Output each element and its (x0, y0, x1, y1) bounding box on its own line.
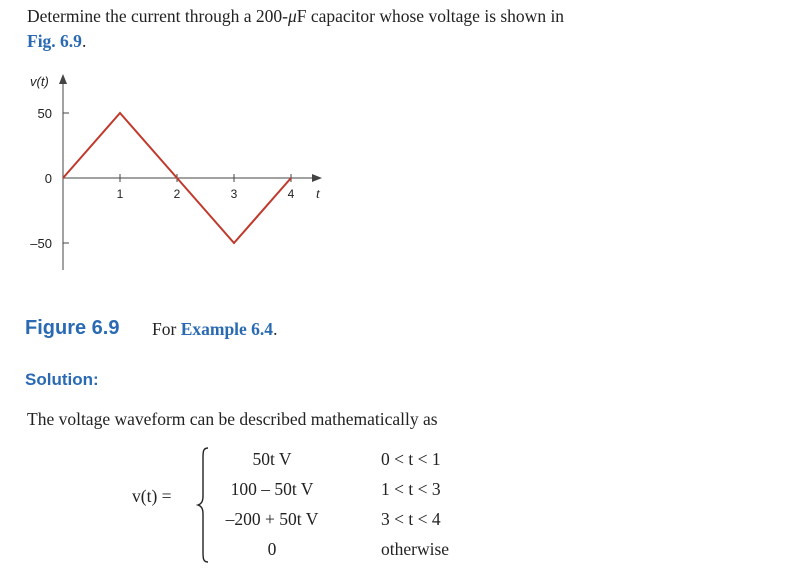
solution-heading: Solution: (25, 370, 99, 389)
figure-caption-text (152, 319, 277, 340)
x-tick-label: 2 (173, 187, 181, 201)
x-axis-arrow-icon (312, 174, 322, 182)
figure-reference-link[interactable]: Fig. 6.9 (27, 31, 82, 51)
x-tick-label: 3 (230, 187, 238, 201)
equation-condition: 3 < t < 4 (381, 509, 441, 529)
equation-expression: 50t V (252, 449, 292, 469)
y-tick-label: –50 (30, 236, 52, 251)
figure-label: Figure 6.9 (25, 317, 120, 339)
x-tick-label: 1 (116, 187, 124, 201)
problem-period: . (81, 31, 87, 51)
equation-expression: –200 + 50t V (225, 509, 319, 529)
caption-period: . (273, 319, 278, 339)
equation-lhs: v(t) = (132, 486, 172, 506)
x-tick-label: 4 (287, 187, 295, 201)
problem-statement (27, 4, 787, 54)
problem-text: Determine the current through a 200- (27, 6, 288, 26)
chart-axes (59, 74, 322, 270)
equation-condition: otherwise (381, 539, 450, 559)
y-axis-label: v(t) (30, 74, 49, 89)
equation-condition: 0 < t < 1 (381, 449, 441, 469)
mu-symbol: μ (287, 6, 297, 26)
equation-expression: 0 (267, 539, 277, 559)
figure-caption (25, 316, 725, 346)
equation-expression: 100 – 50t V (230, 479, 314, 499)
y-axis-arrow-icon (59, 74, 67, 84)
y-tick-label: 50 (37, 106, 52, 121)
problem-unit-text: F capacitor whose voltage is shown in (296, 6, 565, 26)
solution-intro: The voltage waveform can be described mathematically as (27, 409, 438, 429)
x-axis-label: t (316, 187, 320, 202)
equation-condition: 1 < t < 3 (381, 479, 441, 499)
voltage-waveform-chart (0, 60, 360, 280)
caption-prefix: For (152, 319, 181, 339)
example-reference-link[interactable]: Example 6.4 (180, 319, 274, 339)
y-tick-label: 0 (44, 171, 52, 186)
